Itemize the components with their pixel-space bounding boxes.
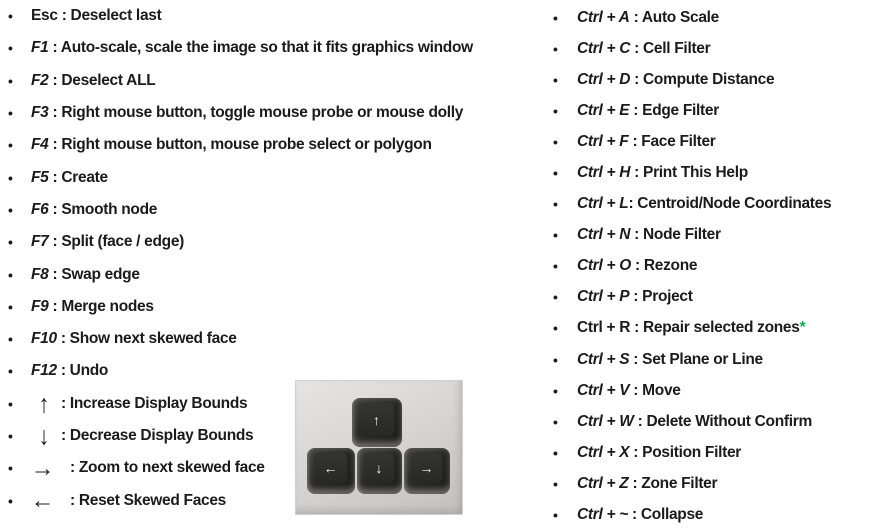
shortcut-desc: : Repair selected zones xyxy=(630,319,800,337)
bullet-icon: • xyxy=(8,234,13,251)
shortcut-item-ctrl-x xyxy=(547,437,831,468)
bullet-icon: • xyxy=(553,382,558,399)
shortcut-desc: : Cell Filter xyxy=(630,39,711,57)
shortcut-desc: : Centroid/Node Coordinates xyxy=(628,195,832,213)
shortcut-item-ctrl-f xyxy=(547,126,831,157)
bullet-icon: • xyxy=(553,507,558,524)
bullet-icon: • xyxy=(553,196,558,213)
shortcut-desc: : Move xyxy=(629,381,681,399)
left-arrow-icon: ← xyxy=(323,460,338,476)
shortcut-item-ctrl-s xyxy=(547,344,831,375)
shortcut-key: Ctrl + P xyxy=(577,288,630,306)
shortcut-desc: : Create xyxy=(48,168,108,186)
shortcut-desc: : Auto Scale xyxy=(629,8,719,26)
shortcut-item-f5 xyxy=(1,161,473,193)
shortcut-item-ctrl-c xyxy=(547,33,831,64)
shortcut-desc: : Rezone xyxy=(631,257,698,275)
shortcut-key: Ctrl + E xyxy=(577,101,630,119)
shortcut-item-ctrl-z xyxy=(547,468,831,499)
shortcut-desc: : Position Filter xyxy=(629,443,742,461)
bullet-icon: • xyxy=(8,266,13,283)
bullet-icon: • xyxy=(8,331,13,348)
shortcut-key: F5 xyxy=(31,168,49,186)
bullet-icon: • xyxy=(553,413,558,430)
shortcut-item-ctrl-p xyxy=(547,282,831,313)
bullet-icon: • xyxy=(8,137,13,154)
shortcut-item-f6 xyxy=(1,194,473,226)
shortcut-item-f3 xyxy=(1,97,473,129)
up-arrow-keycap xyxy=(352,398,402,447)
shortcut-desc: : Increase Display Bounds xyxy=(57,394,248,412)
bullet-icon: • xyxy=(8,298,13,315)
shortcut-key: F6 xyxy=(31,200,49,218)
down-arrow-keycap xyxy=(357,448,402,494)
shortcut-desc: : Zoom to next skewed face xyxy=(66,459,265,477)
green-asterisk: * xyxy=(799,319,806,337)
shortcut-desc: : Merge nodes xyxy=(48,297,154,315)
bullet-icon: • xyxy=(553,320,558,337)
left-arrow-keycap xyxy=(307,448,355,494)
bullet-icon: • xyxy=(553,133,558,150)
shortcut-key: Ctrl + W xyxy=(577,412,634,430)
shortcut-desc: : Print This Help xyxy=(630,164,748,182)
shortcut-key: Ctrl + C xyxy=(577,39,631,57)
shortcut-desc: : Show next skewed face xyxy=(56,330,237,348)
shortcut-desc: : Deselect ALL xyxy=(48,71,156,89)
bullet-icon: • xyxy=(553,475,558,492)
bullet-icon: • xyxy=(553,289,558,306)
bullet-icon: • xyxy=(553,9,558,26)
shortcut-desc: : Deselect last xyxy=(57,7,162,25)
shortcut-item-f9 xyxy=(1,291,473,323)
bullet-icon: • xyxy=(8,40,13,57)
arrow-keys-photo xyxy=(295,380,463,515)
shortcut-key: Ctrl + V xyxy=(577,381,630,399)
left-arrow-icon: ← xyxy=(30,486,55,514)
shortcut-item-f4 xyxy=(1,129,473,161)
shortcut-desc: : Undo xyxy=(56,362,109,380)
bullet-icon: • xyxy=(8,8,13,25)
shortcut-key: Ctrl + Z xyxy=(577,474,629,492)
shortcut-desc: : Face Filter xyxy=(628,132,716,150)
right-arrow-keycap xyxy=(404,448,450,494)
shortcut-item-ctrl-o xyxy=(547,251,831,282)
shortcut-key: Ctrl + R xyxy=(577,319,631,337)
shortcut-key: Ctrl + D xyxy=(577,70,631,88)
bullet-icon: • xyxy=(8,395,13,412)
shortcut-item-ctrl-r xyxy=(547,313,831,344)
shortcut-key: Ctrl + S xyxy=(577,350,630,368)
bullet-icon: • xyxy=(553,351,558,368)
shortcut-key: Ctrl + ~ xyxy=(577,506,629,524)
bullet-icon: • xyxy=(8,460,13,477)
shortcut-desc: : Right mouse button, mouse probe select or polygon xyxy=(48,136,432,154)
shortcut-item-ctrl-d xyxy=(547,64,831,95)
shortcut-item-f1 xyxy=(1,32,473,64)
shortcut-item-ctrl-v xyxy=(547,375,831,406)
right-shortcut-list xyxy=(547,2,831,531)
shortcut-desc: : Project xyxy=(629,288,693,306)
shortcut-desc: : Swap edge xyxy=(48,265,140,283)
bullet-icon: • xyxy=(8,492,13,509)
shortcut-key: F7 xyxy=(31,233,49,251)
bullet-icon: • xyxy=(8,201,13,218)
shortcut-desc: : Auto-scale, scale the image so that it fits graphics window xyxy=(48,39,473,57)
shortcut-key: Ctrl + A xyxy=(577,8,630,26)
shortcut-desc: : Compute Distance xyxy=(630,70,775,88)
bullet-icon: • xyxy=(553,258,558,275)
shortcut-key: Ctrl + N xyxy=(577,226,631,244)
shortcut-desc: : Decrease Display Bounds xyxy=(57,427,254,444)
shortcut-desc: : Set Plane or Line xyxy=(629,350,763,368)
up-arrow-icon: ↑ xyxy=(373,411,380,428)
shortcut-desc: : Collapse xyxy=(628,506,704,524)
shortcut-item-f2 xyxy=(1,65,473,97)
shortcut-item-ctrl-e xyxy=(547,95,831,126)
shortcut-key: F1 xyxy=(31,39,49,57)
shortcut-key: Ctrl + O xyxy=(577,257,632,275)
bullet-icon: • xyxy=(553,40,558,57)
shortcut-key: F9 xyxy=(31,297,49,315)
bullet-icon: • xyxy=(553,227,558,244)
shortcut-desc: : Right mouse button, toggle mouse probe or mouse dolly xyxy=(48,104,464,122)
shortcut-key: F3 xyxy=(31,104,49,122)
bullet-icon: • xyxy=(8,169,13,186)
bullet-icon: • xyxy=(553,71,558,88)
shortcut-desc: : Reset Skewed Faces xyxy=(66,491,226,509)
shortcut-key: Ctrl + L xyxy=(577,195,629,213)
shortcut-desc: : Node Filter xyxy=(630,226,721,244)
shortcut-desc: : Edge Filter xyxy=(629,101,719,119)
shortcut-desc: : Delete Without Confirm xyxy=(633,412,812,430)
bullet-icon: • xyxy=(8,72,13,89)
shortcut-key: F10 xyxy=(31,330,57,348)
bullet-icon: • xyxy=(8,363,13,380)
shortcut-key: F4 xyxy=(31,136,49,154)
shortcut-key: F8 xyxy=(31,265,49,283)
shortcut-desc: : Smooth node xyxy=(48,200,158,218)
shortcut-key: Ctrl + F xyxy=(577,132,629,150)
shortcut-item-f7 xyxy=(1,226,473,258)
shortcut-item-ctrl-l xyxy=(547,189,831,220)
shortcut-item-ctrl-w xyxy=(547,406,831,437)
down-arrow-icon: ↓ xyxy=(38,420,50,451)
right-arrow-icon: → xyxy=(30,454,55,482)
shortcut-desc: : Split (face / edge) xyxy=(48,233,185,251)
bullet-icon: • xyxy=(553,102,558,119)
shortcut-key: Ctrl + X xyxy=(577,443,630,461)
shortcut-key: F12 xyxy=(31,362,57,380)
shortcut-key: Ctrl + H xyxy=(577,164,631,182)
bullet-icon: • xyxy=(553,165,558,182)
shortcut-item-f10 xyxy=(1,323,473,355)
shortcut-desc: : Zone Filter xyxy=(628,474,718,492)
bullet-icon: • xyxy=(553,444,558,461)
shortcut-key: F2 xyxy=(31,71,49,89)
bullet-icon: • xyxy=(8,105,13,122)
shortcut-item-esc xyxy=(1,0,473,32)
shortcut-item-f8 xyxy=(1,258,473,290)
right-arrow-icon: → xyxy=(419,460,434,476)
shortcut-item-ctrl-a xyxy=(547,2,831,33)
bullet-icon: • xyxy=(8,428,13,444)
shortcut-item-ctrl-n xyxy=(547,220,831,251)
shortcut-item-ctrl-tilde xyxy=(547,500,831,531)
up-arrow-icon: ↑ xyxy=(38,388,50,418)
down-arrow-icon: ↓ xyxy=(375,460,383,476)
shortcut-key: Esc xyxy=(31,7,58,25)
shortcut-item-ctrl-h xyxy=(547,157,831,188)
